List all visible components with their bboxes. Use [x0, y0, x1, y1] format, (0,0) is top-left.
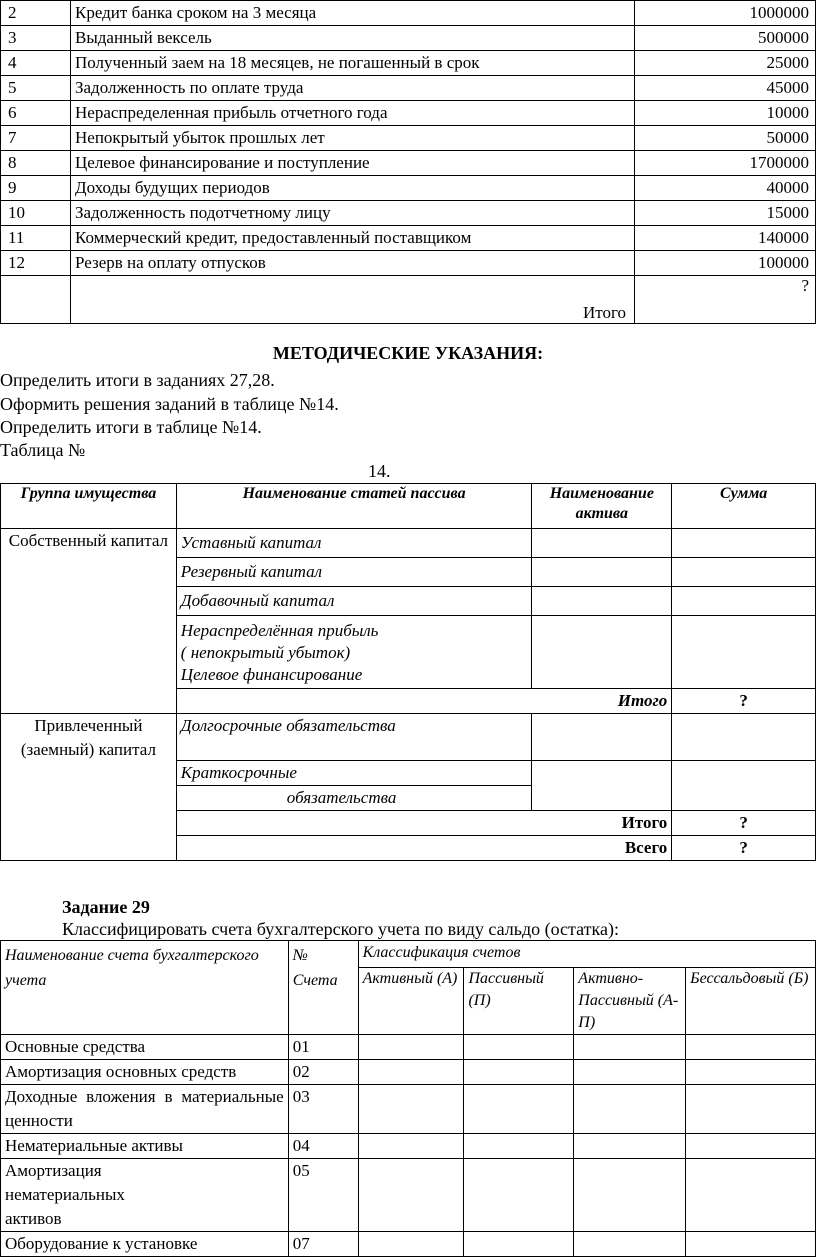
table-row: 9 Доходы будущих периодов 40000	[1, 176, 816, 201]
table-row: Доходные вложения в материальные ценности 03	[1, 1085, 816, 1134]
total-value: ?	[635, 276, 816, 324]
header-row	[1, 941, 816, 968]
balance-items-table	[0, 0, 816, 324]
instruction-line-2: Оформить решения заданий в таблице №14.	[0, 394, 339, 414]
instruction-line-1: Определить итоги в заданиях 27,28.	[0, 370, 275, 390]
table-row: 12 Резерв на оплату отпусков 100000	[1, 251, 816, 276]
table-row: 8 Целевое финансирование и поступление 1700000	[1, 151, 816, 176]
table-caption-number: 14.	[368, 461, 391, 481]
header-group: Группа имущества	[1, 484, 177, 529]
task-29-title: Задание 29	[62, 897, 150, 917]
header-account-number: № Счета	[288, 941, 358, 1035]
table-row: Резервный капитал	[1, 558, 816, 587]
header-active-passive: Активно-Пассивный (А-П)	[574, 968, 686, 1035]
table-row: 3 Выданный вексель 500000	[1, 26, 816, 51]
table-row: обязательства	[1, 786, 816, 811]
own-capital-label: Собственный капитал	[1, 529, 177, 714]
table-row: Привлеченный (заемный) капитал Долгосрочные обязательства	[1, 714, 816, 761]
table-row: 2 Кредит банка сроком на 3 месяца 1000000	[1, 1, 816, 26]
header-row	[1, 484, 816, 529]
table-row: 11 Коммерческий кредит, предоставленный поставщиком 140000	[1, 226, 816, 251]
table-row: 5 Задолженность по оплате труда 45000	[1, 76, 816, 101]
grand-total-row	[1, 836, 816, 861]
task-29-text: Классифицировать счета бухгалтерского учета по виду сальдо (остатка):	[62, 919, 619, 939]
table-row: 7 Непокрытый убыток прошлых лет 50000	[1, 126, 816, 151]
table-row: Собственный капитал Уставный капитал	[1, 529, 816, 558]
total-row	[1, 811, 816, 836]
own-total-value: ?	[672, 689, 816, 714]
table-row: Добавочный капитал	[1, 587, 816, 616]
table-row: Нематериальные активы 04	[1, 1134, 816, 1159]
table-row: Основные средства 01	[1, 1035, 816, 1060]
header-asset: Наименование актива	[532, 484, 672, 529]
table-row: Амортизация основных средств 02	[1, 1060, 816, 1085]
own-total-label: Итого	[176, 689, 671, 714]
header-liabilities: Наименование статей пассива	[176, 484, 532, 529]
accounts-classification-table	[0, 940, 816, 1257]
header-passive: Пассивный (П)	[464, 968, 574, 1035]
table-row: 10 Задолженность подотчетному лицу 15000	[1, 201, 816, 226]
table-14	[0, 483, 816, 861]
instructions-heading: МЕТОДИЧЕСКИЕ УКАЗАНИЯ:	[272, 343, 544, 363]
grand-total-value: ?	[672, 836, 816, 861]
total-row	[1, 276, 816, 324]
table-row: Оборудование к установке 07	[1, 1232, 816, 1257]
header-classification: Классификация счетов	[358, 941, 815, 968]
grand-total-label: Всего	[176, 836, 671, 861]
table-caption: Таблица №	[0, 440, 86, 460]
header-no-balance: Бессальдовый (Б)	[686, 968, 816, 1035]
table-row: 6 Нераспределенная прибыль отчетного года 10000	[1, 101, 816, 126]
instruction-line-3: Определить итоги в таблице №14.	[0, 417, 262, 437]
borrowed-total-label: Итого	[176, 811, 671, 836]
borrowed-total-value: ?	[672, 811, 816, 836]
header-active: Активный (А)	[358, 968, 464, 1035]
table-row: Нераспределённая прибыль ( непокрытый убыток) Целевое финансирование	[1, 616, 816, 689]
header-account-name: Наименование счета бухгалтерского учета	[1, 941, 289, 1035]
table-row: Краткосрочные	[1, 761, 816, 786]
total-label: Итого	[71, 276, 635, 324]
borrowed-capital-label: Привлеченный (заемный) капитал	[1, 714, 177, 811]
header-sum: Сумма	[672, 484, 816, 529]
table-row: 4 Полученный заем на 18 месяцев, не погашенный в срок 25000	[1, 51, 816, 76]
table-row: Амортизация нематериальных активов 05	[1, 1159, 816, 1232]
